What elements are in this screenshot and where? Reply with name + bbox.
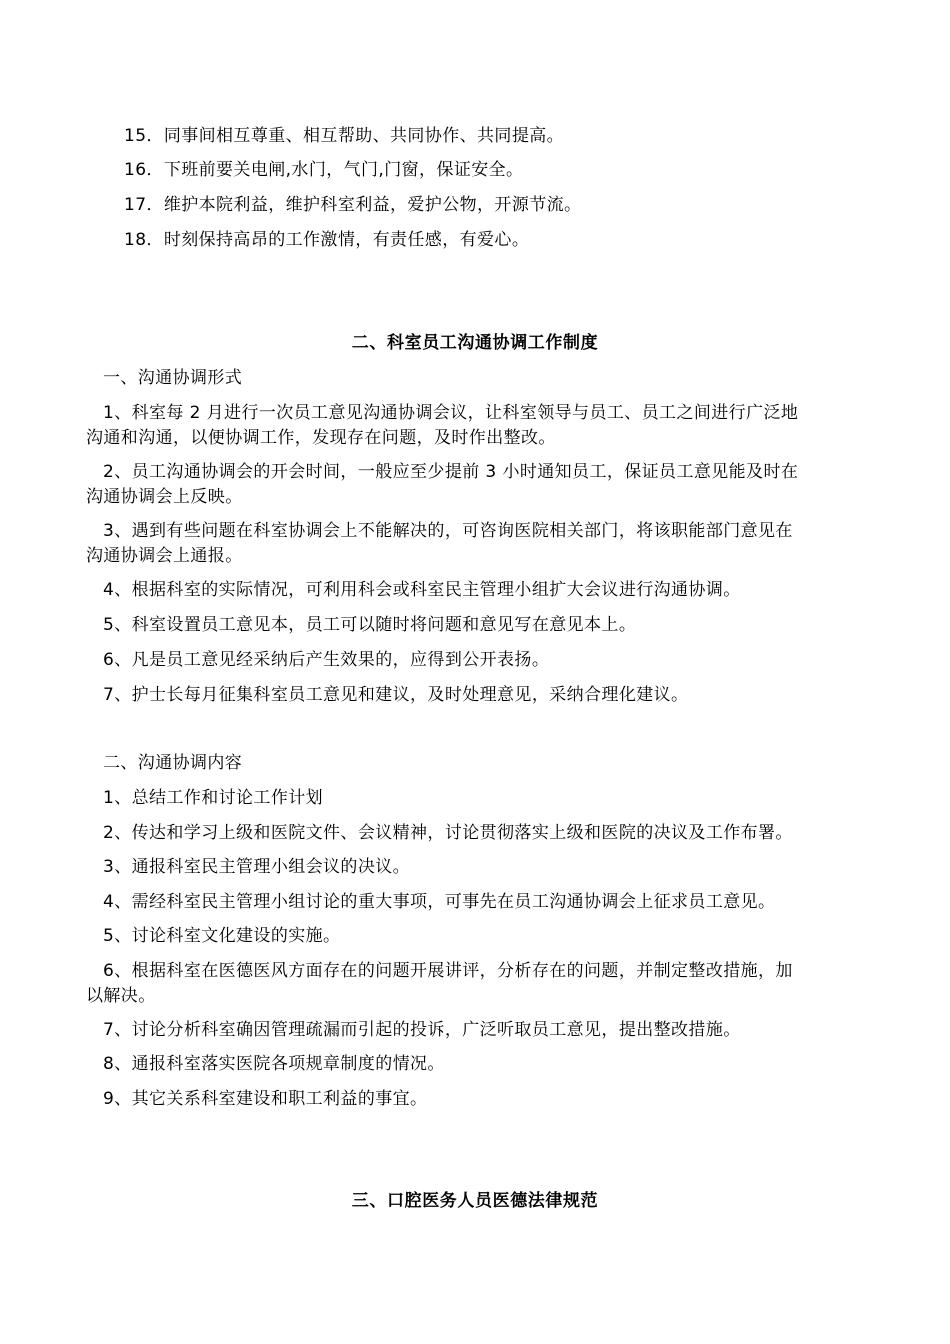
list-item: 18．时刻保持高昂的工作激情，有责任感，有爱心。: [124, 230, 530, 250]
paragraph-line: 2、传达和学习上级和医院文件、会议精神，讨论贯彻落实上级和医院的决议及工作布署。: [103, 823, 793, 843]
paragraph-line: 5、讨论科室文化建设的实施。: [103, 926, 341, 946]
paragraph-line: 1、总结工作和讨论工作计划: [103, 788, 324, 808]
paragraph-line: 沟通协调会上通报。: [86, 546, 243, 566]
paragraph-line: 4、需经科室民主管理小组讨论的重大事项，可事先在员工沟通协调会上征求员工意见。: [103, 892, 776, 912]
paragraph-line: 6、凡是员工意见经采纳后产生效果的，应得到公开表扬。: [103, 650, 550, 670]
section-title: 三、口腔医务人员医德法律规范: [351, 1191, 599, 1211]
list-item: 15．同事间相互尊重、相互帮助、共同协作、共同提高。: [124, 126, 565, 146]
list-item: 16．下班前要关电闸,水门，气门,门窗，保证安全。: [124, 160, 524, 180]
section-title: 二、科室员工沟通协调工作制度: [351, 333, 599, 353]
paragraph-line: 3、通报科室民主管理小组会议的决议。: [103, 857, 411, 877]
subsection-heading: 二、沟通协调内容: [103, 753, 243, 773]
paragraph-line: 以解决。: [86, 986, 156, 1006]
paragraph-line: 沟通和沟通，以便协调工作，发现存在问题，及时作出整改。: [86, 428, 556, 448]
paragraph-line: 8、通报科室落实医院各项规章制度的情况。: [103, 1054, 445, 1074]
paragraph-line: 1、科室每 2 月进行一次员工意见沟通协调会议，让科室领导与员工、员工之间进行广泛地: [103, 403, 799, 423]
paragraph-line: 2、员工沟通协调会的开会时间，一般应至少提前 3 小时通知员工，保证员工意见能及时在: [103, 462, 799, 482]
paragraph-line: 5、科室设置员工意见本，员工可以随时将问题和意见写在意见本上。: [103, 615, 637, 635]
subsection-heading: 一、沟通协调形式: [103, 368, 243, 388]
paragraph-line: 4、根据科室的实际情况，可利用科会或科室民主管理小组扩大会议进行沟通协调。: [103, 580, 741, 600]
paragraph-line: 7、讨论分析科室确因管理疏漏而引起的投诉，广泛听取员工意见，提出整改措施。: [103, 1020, 741, 1040]
paragraph-line: 沟通协调会上反映。: [86, 487, 243, 507]
paragraph-line: 3、遇到有些问题在科室协调会上不能解决的，可咨询医院相关部门，将该职能部门意见在: [103, 521, 793, 541]
paragraph-line: 6、根据科室在医德医风方面存在的问题开展讲评，分析存在的问题，并制定整改措施，加: [103, 961, 793, 981]
paragraph-line: 9、其它关系科室建设和职工利益的事宜。: [103, 1089, 428, 1109]
paragraph-line: 7、护士长每月征集科室员工意见和建议，及时处理意见，采纳合理化建议。: [103, 685, 689, 705]
list-item: 17．维护本院利益，维护科室利益，爱护公物，开源节流。: [124, 195, 582, 215]
